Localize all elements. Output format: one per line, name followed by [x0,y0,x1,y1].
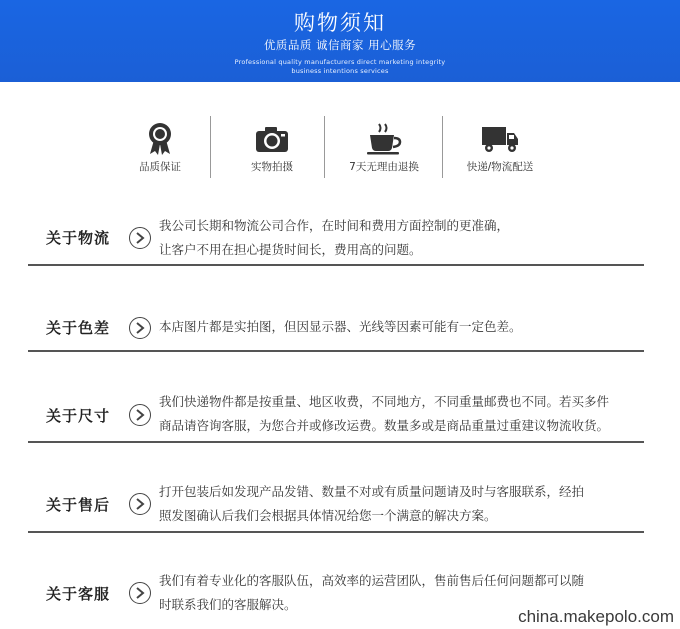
section-line: 我们快递物件都是按重量、地区收费，不同地方，不同重量邮费也不同。若买多件 [159,394,610,409]
banner-english-line-2: business intentions services [291,67,389,75]
camera-icon [222,122,322,156]
feature-label: 实物拍摄 [251,161,293,173]
chevron-right-icon [129,493,151,515]
feature-divider [442,116,443,178]
chevron-right-icon [129,317,151,339]
feature-return-policy [334,112,434,182]
chevron-right-icon [129,227,151,249]
section-body [159,315,522,339]
section-divider [28,441,644,443]
section-line: 让客户不用在担心提货时间长，费用高的问题。 [159,242,422,257]
section-divider [28,531,644,533]
chevron-right-icon [129,582,151,604]
section-body [159,390,609,438]
coffee-cup-icon [334,122,434,156]
banner-title: 购物须知 [294,11,386,35]
feature-divider [210,116,211,178]
feature-strip [110,112,550,182]
feature-quality [110,112,210,182]
section-divider [28,350,644,352]
feature-real-photo [222,112,322,182]
section-line: 照发图确认后我们会根据具体情况给您一个满意的解决方案。 [159,508,497,523]
delivery-truck-icon [450,122,550,156]
section-logistics [28,212,644,268]
feature-label: 品质保证 [139,161,181,173]
section-color-difference [28,312,644,354]
section-title: 关于售后 [46,496,111,514]
section-line: 本店图片都是实拍图，但因显示器、光线等因素可能有一定色差。 [159,319,522,334]
section-line: 我们有着专业化的客服队伍，高效率的运营团队，售前售后任何问题都可以随 [159,573,585,588]
site-watermark: china.makepolo.com [518,607,674,626]
banner-english-line-1: Professional quality manufacturers direct marketing integrity [234,58,446,66]
section-title: 关于物流 [46,229,111,247]
chevron-right-icon [129,404,151,426]
section-after-sales [28,479,644,535]
award-icon [110,122,210,156]
banner-subtitle: 优质品质 诚信商家 用心服务 [263,38,417,52]
section-line: 时联系我们的客服解决。 [159,597,297,612]
feature-label: 7天无理由退换 [349,161,419,173]
section-title: 关于客服 [46,585,111,603]
feature-divider [324,116,325,178]
feature-label: 快递/物流配送 [466,161,534,173]
section-line: 商品请咨询客服，为您合并或修改运费。数量多或是商品重量过重建议物流收货。 [159,418,610,433]
section-body [159,480,584,528]
section-title: 关于色差 [46,319,111,337]
section-line: 我公司长期和物流公司合作，在时间和费用方面控制的更准确， [159,218,510,233]
section-line: 打开包装后如发现产品发错、数量不对或有质量问题请及时与客服联系，经拍 [159,484,585,499]
section-body [159,214,509,262]
header-banner [0,0,680,82]
feature-delivery [450,112,550,182]
section-size [28,389,644,445]
section-divider [28,264,644,266]
section-title: 关于尺寸 [46,407,111,425]
